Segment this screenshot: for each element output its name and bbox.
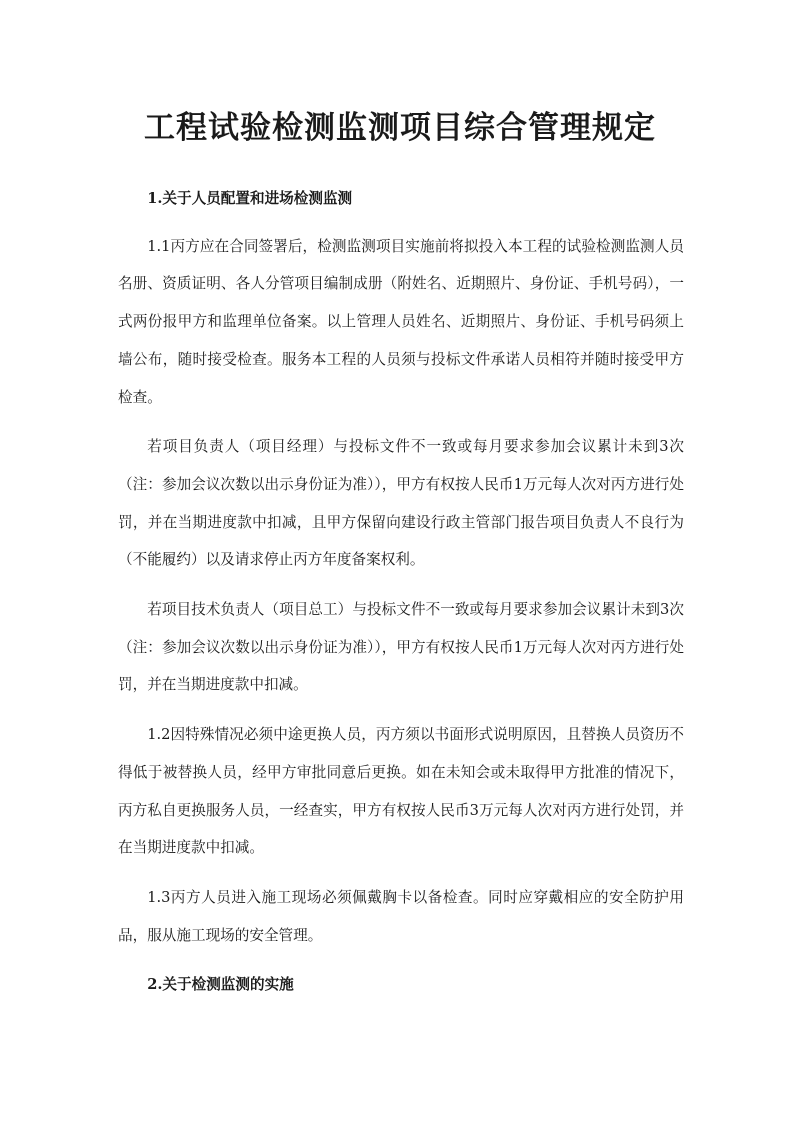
paragraph-1-3: 1.3丙方人员进入施工现场必须佩戴胸卡以备检查。同时应穿戴相应的安全防护用品，服从施工现场的安全管理。 (118, 888, 684, 944)
document-body (118, 180, 684, 1016)
paragraph-1-1: 1.1丙方应在合同签署后，检测监测项目实施前将拟投入本工程的试验检测监测人员名册、资质证明、各人分管项目编制成册（附姓名、近期照片、身份证、手机号码），一式两份报甲方和监理单位备案。以上管理人员姓名、近期照片、身份证、手机号码须上墙公布，随时接受检查。服务本工程的人员须与投标文件承诺人员相符并随时接受甲方检查。 (118, 237, 684, 406)
document-title: 工程试验检测监测项目综合管理规定 (144, 110, 656, 146)
section-1-heading: 1.关于人员配置和进场检测监测 (147, 190, 353, 207)
paragraph-project-manager: 若项目负责人（项目经理）与投标文件不一致或每月要求参加会议累计未到3次（注：参加会议次数以出示身份证为准）），甲方有权按人民币1万元每人次对丙方进行处罚，并在当期进度款中扣减，且甲方保留向建设行政主管部门报告项目负责人不良行为（不能履约）以及请求停止丙方年度备案权利。 (118, 438, 684, 569)
section-2-heading: 2.关于检测监测的实施 (147, 976, 294, 994)
paragraph-1-2: 1.2因特殊情况必须中途更换人员，丙方须以书面形式说明原因，且替换人员资历不得低于被替换人员，经甲方审批同意后更换。如在未知会或未取得甲方批准的情况下，丙方私自更换服务人员，一经查实，甲方有权按人民币3万元每人次对丙方进行处罚，并在当期进度款中扣减。 (118, 726, 684, 857)
paragraph-technical-lead: 若项目技术负责人（项目总工）与投标文件不一致或每月要求参加会议累计未到3次（注：参加会议次数以出示身份证为准）），甲方有权按人民币1万元每人次对丙方进行处罚，并在当期进度款中扣减。 (118, 601, 684, 694)
